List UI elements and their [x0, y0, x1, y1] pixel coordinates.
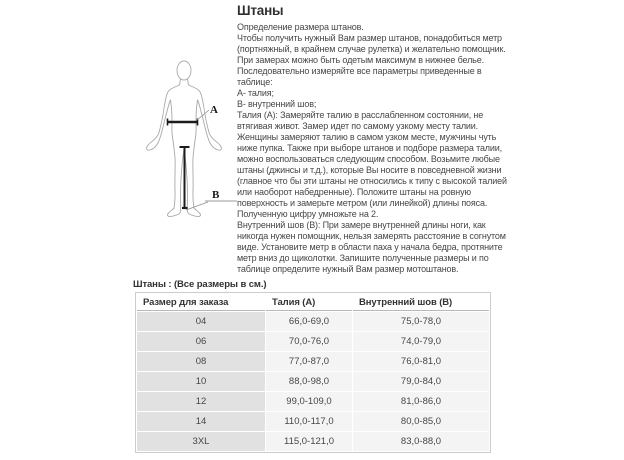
cell-waist-range: 99,0-109,0 [266, 392, 352, 411]
cell-order-size: 08 [137, 352, 265, 371]
description-line: Определение размера штанов. [237, 22, 364, 32]
figure-head-outline [177, 61, 191, 80]
body-measurement-figure [142, 57, 238, 219]
cell-order-size: 14 [137, 412, 265, 431]
cell-waist-range: 110,0-117,0 [266, 412, 352, 431]
size-table-row [137, 372, 489, 391]
description-line: Внутренний шов (В): При замере внутренней длины ноги, как [237, 220, 486, 230]
size-table-row [137, 332, 489, 351]
description-line: Женщины замеряют талию в самом узком месте, мужчины чуть [237, 132, 497, 142]
size-table-header-row [137, 294, 489, 311]
cell-waist-range: 77,0-87,0 [266, 352, 352, 371]
description-line: Талия (А): Замеряйте талию в расслабленном состоянии, не [237, 110, 484, 120]
description-line: При замерах можно быть одетым максимум в нижнее белье. [237, 55, 484, 65]
size-table-caption: Штаны : (Все размеры в см.) [133, 279, 267, 290]
column-header-inseam-b: Внутренний шов (В) [353, 294, 489, 311]
size-table [135, 292, 491, 453]
description-line: виде. Установите метр в области паха у начала бедра, протяните [237, 242, 503, 252]
description-line: метр вниз до щиколотки. Запишите полученные размеры и по [237, 253, 489, 263]
description-line: В- внутренний шов; [237, 99, 317, 109]
description-line: втягивая живот. Замер идет по самому узкому месту талии. [237, 121, 479, 131]
size-table-row [137, 392, 489, 411]
column-header-order-size: Размер для заказа [137, 294, 265, 311]
description-line: Полученную цифру умножьте на 2. [237, 209, 379, 219]
cell-order-size: 04 [137, 312, 265, 331]
cell-inseam-range: 79,0-84,0 [353, 372, 489, 391]
cell-waist-range: 115,0-121,0 [266, 432, 352, 451]
cell-order-size: 10 [137, 372, 265, 391]
size-table-row [137, 352, 489, 371]
size-table-row [137, 432, 489, 451]
description-line: А- талия; [237, 88, 274, 98]
description-line: таблице: [237, 77, 273, 87]
description-line: (главное что бы эти штаны не относились к типу с высокой талией [237, 176, 507, 186]
figure-label-b: B [212, 189, 220, 201]
cell-waist-range: 70,0-76,0 [266, 332, 352, 351]
cell-order-size: 06 [137, 332, 265, 351]
cell-inseam-range: 83,0-88,0 [353, 432, 489, 451]
label-b-pointer-line [186, 202, 208, 210]
description-section [237, 3, 517, 275]
cell-inseam-range: 81,0-86,0 [353, 392, 489, 411]
figure-label-a: A [210, 104, 218, 116]
cell-waist-range: 88,0-98,0 [266, 372, 352, 391]
description-line: никогда нужен помощник, нельзя замерять расстояние в согнутом [237, 231, 506, 241]
cell-inseam-range: 80,0-85,0 [353, 412, 489, 431]
cell-order-size: 3XL [137, 432, 265, 451]
size-table-row [137, 412, 489, 431]
description-line: (портняжный, в крайнем случае рулетка) и желательно помощник. [237, 44, 506, 54]
page-title: Штаны [237, 3, 284, 18]
description-line: ниже пупка. Также при выборе штанов и подборе размера талии, [237, 143, 503, 153]
size-table-body [137, 312, 489, 451]
column-header-waist-a: Талия (А) [266, 294, 352, 311]
size-table-row [137, 312, 489, 331]
cell-inseam-range: 74,0-79,0 [353, 332, 489, 351]
human-figure-svg [142, 57, 238, 219]
description-line: таблице определите нужный Вам размер мотоштанов. [237, 264, 459, 274]
cell-order-size: 12 [137, 392, 265, 411]
description-line: или наоборот набедренные). Положите штаны на ровную [237, 187, 472, 197]
description-line: поверхность и замерьте метром (или линейкой) длины пояса. [237, 198, 488, 208]
description-text [237, 22, 517, 275]
cell-inseam-range: 76,0-81,0 [353, 352, 489, 371]
cell-waist-range: 66,0-69,0 [266, 312, 352, 331]
description-line: можно воспользоваться следующим способом. Возьмите любые [237, 154, 500, 164]
cell-inseam-range: 75,0-78,0 [353, 312, 489, 331]
description-line: штаны (джинсы и т.д.), которые Вы носите в повседневной жизни [237, 165, 502, 175]
description-line: Последовательно измеряйте все параметры приведенные в [237, 66, 482, 76]
description-line: Чтобы получить нужный Вам размер штанов, понадобиться метр [237, 33, 502, 43]
